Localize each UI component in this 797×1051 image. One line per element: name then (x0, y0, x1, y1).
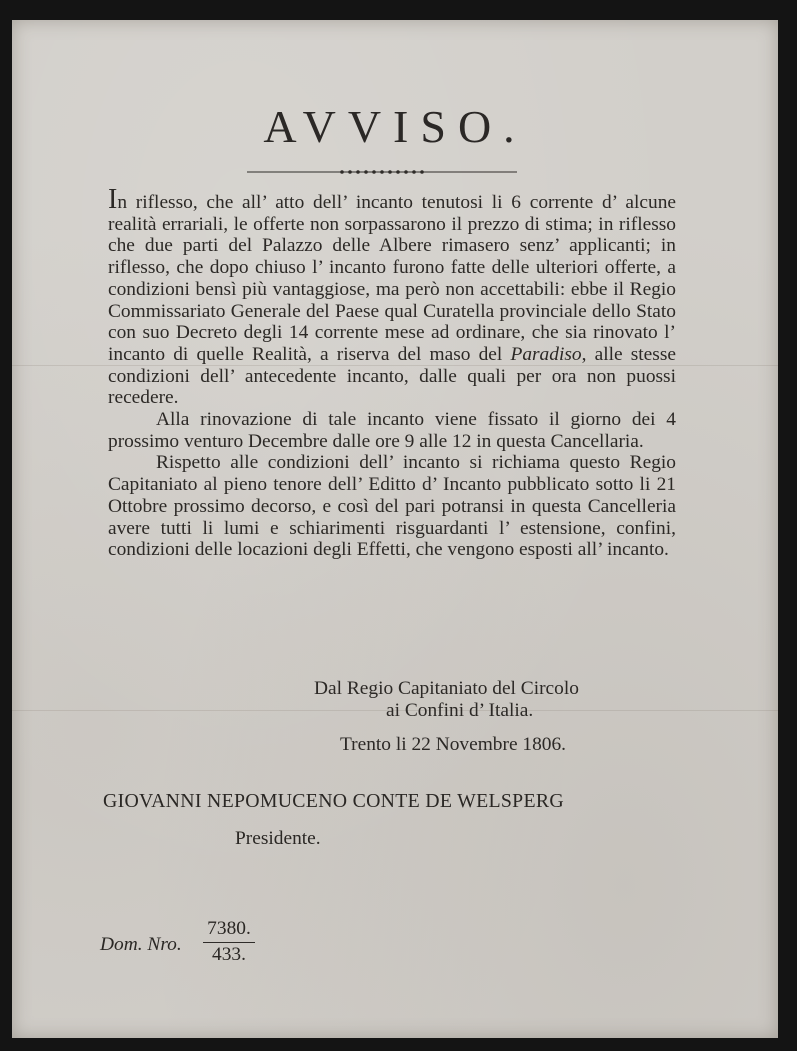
paragraph-first-end: , alle stesse condizioni dell’ antecedente incanto, dalle quali per ora non puossi recedere. (108, 343, 676, 409)
place-date: Trento li 22 Novembre 1806. (340, 734, 567, 755)
paragraph-second: Alla rinovazione di tale incanto viene fissato il giorno dei 4 prossimo venturo Decembre dalle ore 9 alle 12 in questa Cancellaria. (108, 409, 676, 452)
notice-body (108, 184, 676, 561)
dom-sub-number: 433. (212, 944, 246, 965)
paradiso-italic: Paradiso (510, 343, 582, 365)
issuer-line-2: ai Confini d’ Italia. (386, 700, 534, 721)
paragraph-first-start: n riflesso, che all’ atto dell’ incanto tenutosi li 6 corrente d’ alcune realità errariali, le offerte non sorpassarono il prezzo di stima; in riflesso che due parti del Palazzo delle Albere rimasero senz’ applicanti; in riflesso, che dopo chiuso l’ incanto furono fatte delle ulteriori offerte, a condizioni bensì più vantaggiose, ma però non accettabili: ebbe il Regio Commissariato Generale del Paese qual Curatella provinciale dello Stato con suo Decreto degli 14 corrente mese ad ordinare, che sia rinovato l’ incanto di quelle Realità, a riserva del maso del (108, 192, 676, 365)
drop-cap: I (108, 184, 118, 215)
paragraph-third: Rispetto alle condizioni dell’ incanto si richiama questo Regio Capitaniato al pieno tenore dell’ Editto d’ Incanto pubblicato sotto li 21 Ottobre prossimo decorso, e così del pari potransi in questa Cancelleria avere tutti li lumi e schiarimenti risguardanti l’ estensione, confini, condizioni delle locazioni degli Effetti, che vengono esposti all’ incanto. (108, 452, 676, 561)
dom-number: 7380. (207, 918, 251, 939)
ornament-rule (247, 169, 517, 175)
issuer-line-1: Dal Regio Capitaniato del Circolo (314, 678, 579, 699)
paragraph-first (108, 184, 676, 409)
dom-number-label: Dom. Nro. (100, 934, 182, 955)
signatory-name: GIOVANNI NEPOMUCENO CONTE DE WELSPERG (103, 790, 564, 812)
signatory-title: Presidente. (235, 828, 321, 849)
notice-sheet (12, 20, 778, 1038)
notice-title: AVVISO. (263, 101, 527, 152)
dom-fraction-line (203, 942, 255, 943)
